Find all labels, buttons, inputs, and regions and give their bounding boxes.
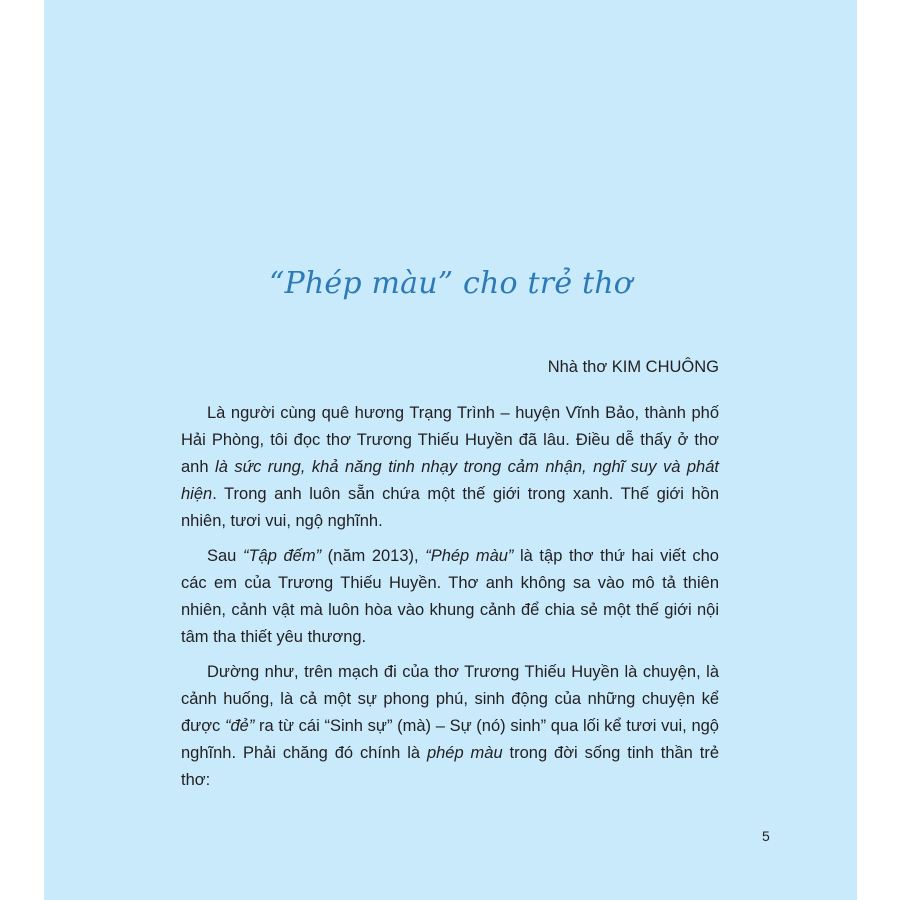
paragraph-1 (181, 400, 719, 535)
text-segment: (năm 2013), (321, 547, 426, 565)
text-segment: Dường như, trên mạch đi của thơ Trương Thiếu Huyền là chuyện, là cảnh huống, là cả một sự phong phú, sinh động của những chuyện kể được (181, 663, 719, 735)
page-number: 5 (762, 828, 770, 844)
text-segment: là tập thơ thứ hai viết cho các em của Trương Thiếu Huyền. Thơ anh không sa vào mô tả thiên nhiên, cảnh vật mà luôn hòa vào khung cảnh để chia sẻ một thế giới nội tâm tha thiết yêu thương. (181, 547, 719, 646)
italic-segment: là sức rung, khả năng tinh nhạy trong cảm nhận, nghĩ suy và phát hiện (181, 458, 719, 503)
italic-segment: “đẻ” (224, 717, 255, 735)
paragraph-3 (181, 659, 719, 794)
text-segment: Sau (207, 547, 243, 565)
book-page (44, 0, 857, 900)
text-segment: Là người cùng quê hương Trạng Trình – huyện Vĩnh Bảo, thành phố Hải Phòng, tôi đọc thơ Trương Thiếu Huyền đã lâu. Điều dễ thấy ở thơ anh (181, 404, 719, 476)
italic-segment: “Phép màu” (425, 547, 514, 565)
text-segment: trong đời sống tinh thần trẻ thơ: (181, 744, 720, 789)
italic-segment: phép màu (426, 744, 503, 762)
page-title: “Phép màu” cho trẻ thơ (268, 266, 633, 301)
italic-segment: “Tập đếm” (242, 547, 322, 565)
paragraph-2 (181, 543, 719, 651)
body-text (181, 400, 719, 802)
text-segment: ra từ cái “Sinh sự” (mà) – Sự (nó) sinh” qua lối kể tươi vui, ngộ nghĩnh. Phải chăng đó chính là (181, 717, 719, 762)
text-segment: . Trong anh luôn sẵn chứa một thế giới trong xanh. Thế giới hồn nhiên, tươi vui, ngộ nghĩnh. (181, 485, 719, 530)
author-line: Nhà thơ KIM CHUÔNG (547, 358, 719, 376)
